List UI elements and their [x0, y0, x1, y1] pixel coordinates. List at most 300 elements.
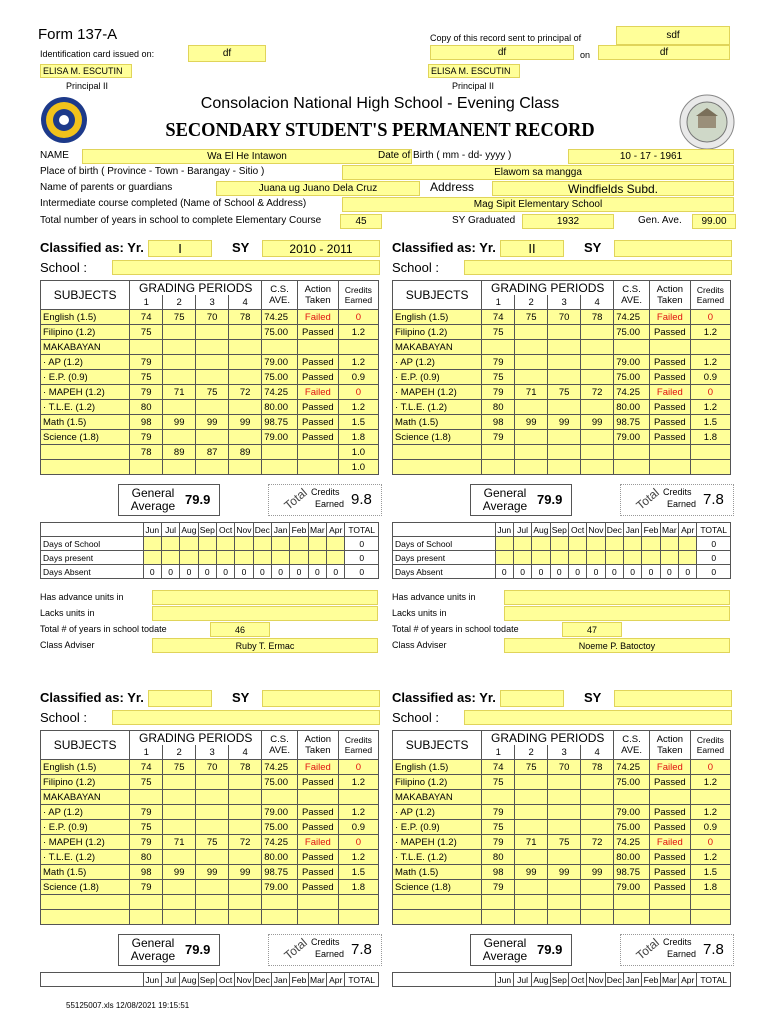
grade-cell[interactable]: [163, 910, 196, 925]
subject-name[interactable]: [393, 460, 482, 475]
id-issued-value[interactable]: df: [188, 45, 266, 62]
grade-cell[interactable]: 79: [482, 880, 515, 895]
cs-ave-cell: [614, 895, 650, 910]
grade-cell[interactable]: 75: [482, 775, 515, 790]
principal-right[interactable]: ELISA M. ESCUTIN: [428, 64, 520, 78]
grade-cell[interactable]: [581, 370, 614, 385]
address-field[interactable]: Windfields Subd.: [492, 181, 734, 196]
subject-name[interactable]: [393, 910, 482, 925]
parents-field[interactable]: Juana ug Juano Dela Cruz: [216, 181, 420, 196]
grade-cell[interactable]: [548, 370, 581, 385]
credit-cell: [690, 910, 730, 925]
attendance-cell[interactable]: [568, 551, 586, 565]
grade-cell[interactable]: [163, 370, 196, 385]
grade-cell[interactable]: 79: [482, 355, 515, 370]
grade-cell[interactable]: [130, 790, 163, 805]
attendance-cell[interactable]: [327, 537, 345, 551]
total-years-field[interactable]: 46: [210, 622, 270, 637]
grade-cell[interactable]: 80: [130, 400, 163, 415]
grade-cell[interactable]: 79: [482, 430, 515, 445]
grade-cell[interactable]: 79: [482, 385, 515, 400]
advance-units-field[interactable]: [504, 590, 730, 605]
grade-cell[interactable]: [163, 325, 196, 340]
grade-cell[interactable]: 70: [196, 310, 229, 325]
attendance-cell[interactable]: [495, 551, 513, 565]
grade-cell[interactable]: [515, 820, 548, 835]
grade-cell[interactable]: [548, 430, 581, 445]
grade-cell[interactable]: [163, 790, 196, 805]
subject-row: [393, 760, 731, 775]
attendance-cell[interactable]: [327, 551, 345, 565]
attendance-table: [392, 972, 731, 987]
cs-ave-cell: 79.00: [262, 355, 298, 370]
grade-cell[interactable]: [548, 340, 581, 355]
grade-cell[interactable]: [196, 895, 229, 910]
grade-cell[interactable]: [482, 340, 515, 355]
grade-cell[interactable]: 79: [130, 805, 163, 820]
attendance-cell[interactable]: [161, 537, 179, 551]
grade-cell[interactable]: 75: [482, 325, 515, 340]
attendance-cell[interactable]: [660, 551, 678, 565]
grade-cell[interactable]: [515, 445, 548, 460]
grade-cell[interactable]: 79: [482, 805, 515, 820]
grade-cell[interactable]: [548, 775, 581, 790]
grade-cell[interactable]: 87: [196, 445, 229, 460]
copy-sent-value[interactable]: sdf: [616, 26, 730, 45]
attendance-cell[interactable]: [271, 537, 289, 551]
grade-cell[interactable]: 99: [515, 415, 548, 430]
grade-cell[interactable]: 71: [515, 835, 548, 850]
school-field[interactable]: [112, 710, 380, 725]
grade-cell[interactable]: [548, 445, 581, 460]
year-level-field[interactable]: [148, 690, 212, 707]
grade-cell[interactable]: 75: [163, 310, 196, 325]
school-field[interactable]: [464, 710, 732, 725]
grade-cell[interactable]: 99: [515, 865, 548, 880]
grade-cell[interactable]: 79: [130, 385, 163, 400]
school-field[interactable]: [464, 260, 732, 275]
days-absent-cell: 0: [143, 565, 161, 579]
grade-cell[interactable]: [130, 910, 163, 925]
grade-cell[interactable]: 98: [130, 415, 163, 430]
attendance-cell[interactable]: [161, 551, 179, 565]
attendance-cell[interactable]: [605, 537, 623, 551]
grade-cell[interactable]: [163, 850, 196, 865]
grade-cell[interactable]: 98: [482, 415, 515, 430]
grade-cell[interactable]: [548, 805, 581, 820]
attendance-cell[interactable]: [679, 537, 697, 551]
grade-cell[interactable]: [515, 790, 548, 805]
grade-cell[interactable]: [515, 370, 548, 385]
grade-cell[interactable]: [163, 895, 196, 910]
grade-cell[interactable]: [515, 805, 548, 820]
subject-name[interactable]: [41, 460, 130, 475]
grade-cell[interactable]: [229, 775, 262, 790]
grade-cell[interactable]: 74: [482, 760, 515, 775]
attendance-cell[interactable]: [495, 537, 513, 551]
attendance-cell[interactable]: [513, 551, 531, 565]
cs-ave-cell: 79.00: [614, 355, 650, 370]
month-header: Apr: [679, 523, 697, 537]
general-average-value: 79.9: [185, 492, 211, 507]
attendance-cell[interactable]: [216, 537, 234, 551]
grade-cell[interactable]: [229, 325, 262, 340]
grade-cell[interactable]: [229, 820, 262, 835]
year-level-field[interactable]: II: [500, 240, 564, 257]
grade-cell[interactable]: [581, 355, 614, 370]
grade-cell[interactable]: 75: [548, 835, 581, 850]
cs-ave-cell: 74.25: [614, 760, 650, 775]
grade-cell[interactable]: [229, 340, 262, 355]
action-taken-header: [297, 731, 338, 760]
grade-cell[interactable]: [196, 775, 229, 790]
school-year-field[interactable]: [262, 690, 380, 707]
grade-cell[interactable]: [581, 880, 614, 895]
subject-name[interactable]: [393, 895, 482, 910]
subject-name: Filipino (1.2): [393, 325, 482, 340]
attendance-cell[interactable]: [143, 551, 161, 565]
grade-cell[interactable]: 99: [196, 865, 229, 880]
grade-cell[interactable]: 78: [130, 445, 163, 460]
class-adviser-field[interactable]: Noeme P. Batoctoy: [504, 638, 730, 653]
attendance-cell[interactable]: [235, 537, 253, 551]
grade-cell[interactable]: [163, 400, 196, 415]
grade-cell[interactable]: [581, 805, 614, 820]
credits-small-label: Credits: [663, 487, 692, 497]
grade-cell[interactable]: [482, 910, 515, 925]
grade-cell[interactable]: [196, 325, 229, 340]
grade-cell[interactable]: [548, 895, 581, 910]
advance-units-field[interactable]: [152, 590, 378, 605]
grade-cell[interactable]: [515, 880, 548, 895]
attendance-cell[interactable]: [198, 537, 216, 551]
attendance-cell[interactable]: [198, 551, 216, 565]
credit-cell: [690, 460, 730, 475]
grade-cell[interactable]: [196, 880, 229, 895]
course-label: Intermediate course completed (Name of School & Address): [40, 198, 307, 209]
grading-periods-header: GRADING PERIODS: [130, 281, 262, 296]
grade-cell[interactable]: [196, 820, 229, 835]
grade-cell[interactable]: 71: [163, 385, 196, 400]
attendance-cell[interactable]: [308, 537, 326, 551]
grade-cell[interactable]: [196, 850, 229, 865]
school-year-field[interactable]: 2010 - 2011: [262, 240, 380, 257]
name-field[interactable]: Wa El He Intawon: [82, 149, 412, 164]
copy-sent-value2[interactable]: df: [430, 45, 574, 60]
total-years-field[interactable]: 47: [562, 622, 622, 637]
grade-cell[interactable]: 70: [196, 760, 229, 775]
grade-cell[interactable]: [482, 445, 515, 460]
sy-grad-field[interactable]: 1932: [522, 214, 614, 229]
grade-cell[interactable]: 71: [515, 385, 548, 400]
grade-cell[interactable]: 79: [130, 355, 163, 370]
grade-cell[interactable]: 72: [581, 385, 614, 400]
year-level-field[interactable]: I: [148, 240, 212, 257]
grade-cell[interactable]: [163, 775, 196, 790]
school-year-field[interactable]: [614, 690, 732, 707]
credits-earned-header: [338, 731, 378, 760]
grade-cell[interactable]: [163, 820, 196, 835]
subject-name: · MAPEH (1.2): [393, 835, 482, 850]
days-absent-cell: 0: [587, 565, 605, 579]
attendance-cell[interactable]: [568, 537, 586, 551]
grade-cell[interactable]: [581, 895, 614, 910]
grade-cell[interactable]: [130, 340, 163, 355]
grade-cell[interactable]: [229, 910, 262, 925]
grade-cell[interactable]: 75: [163, 760, 196, 775]
grade-cell[interactable]: [229, 370, 262, 385]
grade-cell[interactable]: [581, 445, 614, 460]
attendance-cell[interactable]: [180, 551, 198, 565]
grade-cell[interactable]: 70: [548, 310, 581, 325]
attendance-cell[interactable]: [550, 551, 568, 565]
grade-cell[interactable]: [196, 370, 229, 385]
subject-name[interactable]: [41, 910, 130, 925]
grade-cell[interactable]: 80: [130, 850, 163, 865]
grade-cell[interactable]: 70: [548, 760, 581, 775]
grade-cell[interactable]: [515, 340, 548, 355]
grade-cell[interactable]: [548, 325, 581, 340]
grade-cell[interactable]: [548, 820, 581, 835]
class-adviser-field[interactable]: Ruby T. Ermac: [152, 638, 378, 653]
year-level-field[interactable]: [500, 690, 564, 707]
grade-cell[interactable]: 71: [163, 835, 196, 850]
grade-cell[interactable]: [229, 355, 262, 370]
grade-cell[interactable]: [196, 805, 229, 820]
grade-cell[interactable]: 75: [548, 385, 581, 400]
grade-cell[interactable]: 98: [482, 865, 515, 880]
grade-cell[interactable]: 75: [196, 385, 229, 400]
attendance-cell[interactable]: [679, 551, 697, 565]
grade-cell[interactable]: [196, 430, 229, 445]
grade-cell[interactable]: [548, 850, 581, 865]
subject-row: [41, 325, 379, 340]
attendance-cell[interactable]: [308, 551, 326, 565]
attendance-cell[interactable]: [550, 537, 568, 551]
grade-cell[interactable]: [163, 880, 196, 895]
attendance-cell[interactable]: [623, 537, 641, 551]
grade-cell[interactable]: [581, 910, 614, 925]
grade-cell[interactable]: [163, 460, 196, 475]
subjects-header: SUBJECTS: [393, 281, 482, 310]
school-year-field[interactable]: [614, 240, 732, 257]
attendance-cell[interactable]: [587, 551, 605, 565]
grade-cell[interactable]: 99: [548, 415, 581, 430]
grade-cell[interactable]: [229, 895, 262, 910]
grade-cell[interactable]: [229, 400, 262, 415]
grade-cell[interactable]: [581, 460, 614, 475]
subject-name: Math (1.5): [41, 865, 130, 880]
grade-cell[interactable]: [196, 910, 229, 925]
attendance-cell[interactable]: [290, 537, 308, 551]
grade-cell[interactable]: 74: [130, 310, 163, 325]
grade-cell[interactable]: [548, 400, 581, 415]
credit-cell: 1.2: [690, 850, 730, 865]
grade-cell[interactable]: 99: [548, 865, 581, 880]
grade-cell[interactable]: [163, 355, 196, 370]
grade-cell[interactable]: [515, 910, 548, 925]
attendance-cell[interactable]: [180, 537, 198, 551]
grade-cell[interactable]: 75: [196, 835, 229, 850]
grade-cell[interactable]: [581, 790, 614, 805]
grade-cell[interactable]: 79: [130, 835, 163, 850]
grade-cell[interactable]: 99: [229, 865, 262, 880]
grade-cell[interactable]: [196, 790, 229, 805]
action-label: Action: [304, 734, 332, 745]
cs-ave-cell: 74.25: [262, 760, 298, 775]
grade-cell[interactable]: [163, 430, 196, 445]
grade-cell[interactable]: [196, 340, 229, 355]
grade-cell[interactable]: [581, 325, 614, 340]
grade-cell[interactable]: [515, 895, 548, 910]
grade-cell[interactable]: [581, 775, 614, 790]
grade-cell[interactable]: [548, 355, 581, 370]
grade-cell[interactable]: [548, 880, 581, 895]
grade-cell[interactable]: [515, 850, 548, 865]
grade-cell[interactable]: [482, 460, 515, 475]
attendance-cell[interactable]: [216, 551, 234, 565]
course-field[interactable]: Mag Sipit Elementary School: [342, 197, 734, 212]
total-credits-box: [620, 484, 734, 516]
grade-cell[interactable]: 89: [229, 445, 262, 460]
attendance-cell[interactable]: [605, 551, 623, 565]
grade-cell[interactable]: [229, 430, 262, 445]
grade-cell[interactable]: 72: [581, 835, 614, 850]
month-header: Mar: [662, 524, 677, 535]
grade-cell[interactable]: [229, 460, 262, 475]
grade-cell[interactable]: 75: [515, 310, 548, 325]
subject-row: [393, 415, 731, 430]
attendance-cell[interactable]: [253, 551, 271, 565]
cs-ave-cell: 79.00: [614, 805, 650, 820]
grade-cell[interactable]: [515, 775, 548, 790]
grade-cell[interactable]: 99: [163, 865, 196, 880]
grade-cell[interactable]: 80: [482, 850, 515, 865]
attendance-cell[interactable]: [235, 551, 253, 565]
grade-cell[interactable]: [229, 850, 262, 865]
attendance-cell[interactable]: [143, 537, 161, 551]
grade-cell[interactable]: [163, 340, 196, 355]
grade-cell[interactable]: [581, 340, 614, 355]
attendance-cell[interactable]: [290, 551, 308, 565]
grade-cell[interactable]: 89: [163, 445, 196, 460]
grade-cell[interactable]: 79: [130, 430, 163, 445]
pob-field[interactable]: Elawom sa mangga: [342, 165, 734, 180]
grade-cell[interactable]: [581, 400, 614, 415]
grade-cell[interactable]: [229, 805, 262, 820]
grade-cell[interactable]: [482, 895, 515, 910]
grade-cell[interactable]: [515, 355, 548, 370]
grade-cell[interactable]: [229, 790, 262, 805]
years-field[interactable]: 45: [340, 214, 382, 229]
grade-cell[interactable]: [196, 355, 229, 370]
attendance-cell[interactable]: [623, 551, 641, 565]
attendance-cell[interactable]: [660, 537, 678, 551]
grade-cell[interactable]: 75: [130, 775, 163, 790]
grade-cell[interactable]: 75: [130, 820, 163, 835]
grade-cell[interactable]: 75: [515, 760, 548, 775]
lacks-units-field[interactable]: [504, 606, 730, 621]
grade-cell[interactable]: 78: [229, 760, 262, 775]
grade-cell[interactable]: [130, 460, 163, 475]
grade-cell[interactable]: 79: [130, 880, 163, 895]
general-label: General: [131, 936, 175, 950]
grade-cell[interactable]: [515, 400, 548, 415]
grade-cell[interactable]: [515, 460, 548, 475]
on-value[interactable]: df: [598, 45, 730, 60]
grade-cell[interactable]: [515, 430, 548, 445]
grade-cell[interactable]: [548, 790, 581, 805]
grade-cell[interactable]: 80: [482, 400, 515, 415]
grade-cell[interactable]: 78: [581, 760, 614, 775]
principal-left[interactable]: ELISA M. ESCUTIN: [40, 64, 132, 78]
grade-cell[interactable]: 75: [130, 370, 163, 385]
grade-cell[interactable]: 72: [229, 385, 262, 400]
grade-cell[interactable]: 75: [482, 820, 515, 835]
gen-ave-field[interactable]: 99.00: [692, 214, 736, 229]
grade-cell[interactable]: 99: [229, 415, 262, 430]
grade-cell[interactable]: 79: [482, 835, 515, 850]
month-header: Oct: [216, 973, 234, 987]
grade-cell[interactable]: [482, 790, 515, 805]
attendance-cell[interactable]: [587, 537, 605, 551]
grade-cell[interactable]: 99: [196, 415, 229, 430]
attendance-cell[interactable]: [642, 537, 660, 551]
attendance-cell[interactable]: [513, 537, 531, 551]
subject-name[interactable]: [393, 445, 482, 460]
grade-cell[interactable]: 75: [482, 370, 515, 385]
attendance-cell[interactable]: [532, 537, 550, 551]
dob-field[interactable]: 10 - 17 - 1961: [568, 149, 734, 164]
attendance-cell[interactable]: [642, 551, 660, 565]
grade-cell[interactable]: [581, 850, 614, 865]
grade-cell[interactable]: 74: [482, 310, 515, 325]
grade-cell[interactable]: 75: [130, 325, 163, 340]
school-field[interactable]: [112, 260, 380, 275]
grade-cell[interactable]: [196, 460, 229, 475]
attendance-cell[interactable]: [532, 551, 550, 565]
subject-name[interactable]: [41, 895, 130, 910]
grade-cell[interactable]: 72: [229, 835, 262, 850]
attendance-cell[interactable]: [253, 537, 271, 551]
credit-cell: 0.9: [338, 370, 378, 385]
average-label: Average: [130, 499, 176, 513]
grade-cell[interactable]: [548, 460, 581, 475]
grade-cell[interactable]: 78: [229, 310, 262, 325]
lacks-units-field[interactable]: [152, 606, 378, 621]
grade-cell[interactable]: [196, 400, 229, 415]
grade-cell[interactable]: [581, 820, 614, 835]
grade-cell[interactable]: 99: [581, 415, 614, 430]
grade-cell[interactable]: [581, 430, 614, 445]
grade-cell[interactable]: 74: [130, 760, 163, 775]
grade-cell[interactable]: 99: [581, 865, 614, 880]
credits-earned-header: [338, 281, 378, 310]
action-cell: Passed: [649, 415, 690, 430]
grade-cell[interactable]: [130, 895, 163, 910]
grade-cell[interactable]: 99: [163, 415, 196, 430]
subject-name[interactable]: [41, 445, 130, 460]
attendance-cell[interactable]: [271, 551, 289, 565]
grade-cell[interactable]: 78: [581, 310, 614, 325]
grade-cell[interactable]: [548, 910, 581, 925]
year-block: [40, 240, 384, 670]
grade-cell[interactable]: 98: [130, 865, 163, 880]
grade-cell[interactable]: [163, 805, 196, 820]
grade-cell[interactable]: [515, 325, 548, 340]
action-cell: Failed: [649, 835, 690, 850]
grade-cell[interactable]: [229, 880, 262, 895]
